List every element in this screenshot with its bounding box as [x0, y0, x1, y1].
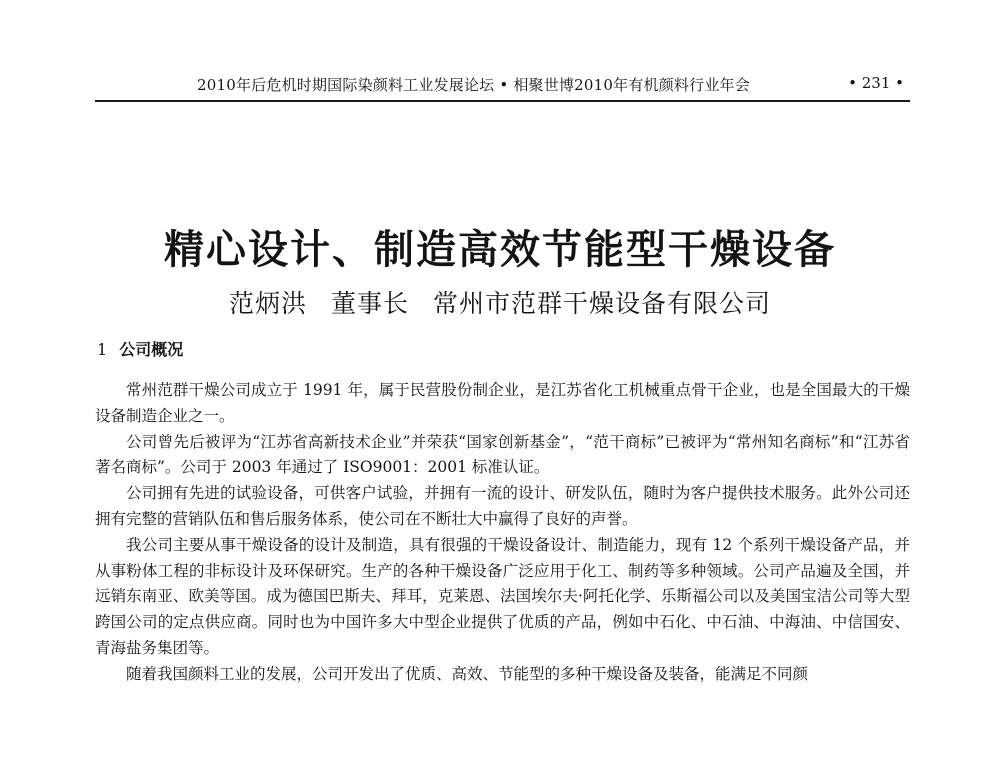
paragraph: 我公司主要从事干燥设备的设计及制造，具有很强的干燥设备设计、制造能力，现有 12 个系列干燥设备产品，并从事粉体工程的非标设计及环保研究。生产的各种干燥设备广泛应用于化工、制药等多种领域。公司产品遍及全国，并远销东南亚、欧美等国。成为德国巴斯夫、拜耳，克莱恩、法国埃尔夫·阿托化学、乐斯福公司以及美国宝洁公司等大型跨国公司的定点供应商。同时也为中国许多大中型企业提供了优质的产品，例如中石化、中石油、中海油、中信国安、青海盐务集团等。: [95, 535, 910, 657]
running-header: [95, 70, 910, 102]
section-title: 公司概况: [119, 340, 184, 359]
page-number: • 231 •: [848, 74, 904, 92]
author-position: 董事长: [330, 289, 409, 318]
byline: [0, 284, 1000, 320]
body-text: [95, 378, 910, 688]
paragraph: 常州范群干燥公司成立于 1991 年，属于民营股份制企业，是江苏省化工机械重点骨干企业，也是全国最大的干燥设备制造企业之一。: [95, 381, 910, 425]
paragraph: 公司曾先后被评为“江苏省高新技术企业”并荣获“国家创新基金”，“范干商标”已被评为“常州知名商标”和“江苏省著名商标”。公司于 2003 年通过了 ISO9001：2001 标准认证。: [95, 432, 910, 477]
section-number: 1: [97, 340, 108, 359]
running-head-text: 2010年后危机时期国际染颜料工业发展论坛 • 相聚世博2010年有机颜料行业年会: [197, 76, 750, 94]
section-heading: [97, 337, 183, 360]
author-name: 范炳洪: [228, 289, 307, 318]
article-title: 精心设计、制造高效节能型干燥设备: [164, 227, 836, 273]
paragraph: 随着我国颜料工业的发展，公司开发出了优质、高效、节能型的多种干燥设备及装备，能满足不同颜: [126, 664, 809, 683]
paragraph: 公司拥有先进的试验设备，可供客户试验，并拥有一流的设计、研发队伍，随时为客户提供技术服务。此外公司还拥有完整的营销队伍和售后服务体系，使公司在不断壮大中赢得了良好的声誉。: [95, 484, 910, 528]
author-organization: 常州市范群干燥设备有限公司: [433, 289, 772, 318]
